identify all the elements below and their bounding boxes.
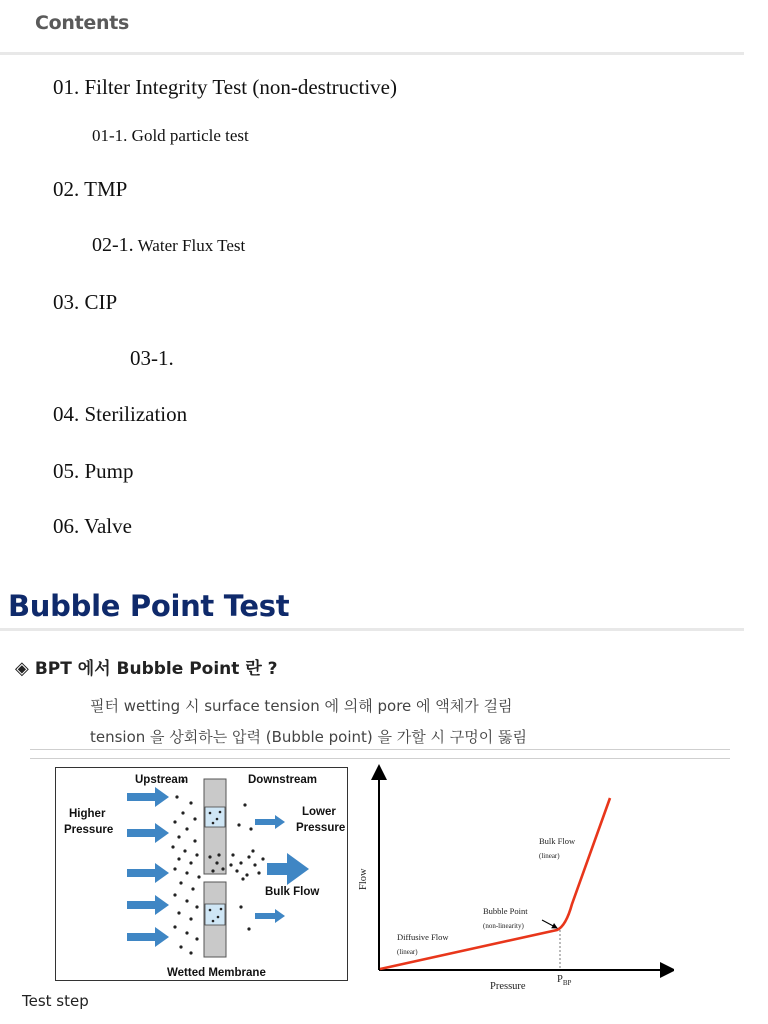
flow-curve — [380, 798, 610, 969]
question-text: BPT 에서 Bubble Point 란 ? — [34, 659, 278, 679]
bubble-point-label: Bubble Point — [483, 906, 528, 916]
divider-line — [30, 749, 730, 750]
diffusive-flow-sublabel: (linear) — [397, 948, 418, 956]
toc-item-01-1 — [92, 126, 249, 146]
toc-title: Gold particle test — [131, 126, 249, 145]
toc-title: Valve — [84, 514, 132, 538]
toc-title: Filter Integrity Test (non-destructive) — [84, 75, 397, 99]
membrane-pore — [205, 904, 225, 925]
bulk-flow-sublabel: (linear) — [539, 852, 560, 860]
bubble-point-sublabel: (non-linearity) — [483, 922, 524, 930]
toc-number: 02. — [53, 177, 80, 201]
toc-title: TMP — [84, 177, 128, 201]
y-axis-label: Flow — [358, 868, 369, 890]
toc-item-03 — [53, 290, 117, 315]
higher-pressure-label-1: Higher — [69, 808, 106, 820]
toc-item-05 — [53, 459, 134, 484]
header-divider — [0, 52, 744, 55]
toc-item-03-1 — [130, 346, 174, 371]
toc-item-04 — [53, 402, 187, 427]
bulk-flow-label: Bulk Flow — [539, 836, 576, 846]
toc-title: Water Flux Test — [137, 236, 246, 255]
description-line-2: tension 을 상회하는 압력 (Bubble point) 을 가할 시 구멍이 뚫림 — [90, 728, 528, 746]
membrane-diagram — [55, 767, 348, 981]
section-divider — [0, 628, 744, 631]
diamond-bullet-icon: ◈ — [15, 658, 29, 679]
toc-item-06 — [53, 514, 132, 539]
higher-pressure-label-2: Pressure — [64, 824, 114, 836]
lower-pressure-label-2: Pressure — [296, 822, 346, 834]
diffusive-flow-label: Diffusive Flow — [397, 932, 449, 942]
toc-title: Pump — [84, 459, 134, 483]
downstream-label: Downstream — [248, 774, 318, 786]
divider-line — [30, 758, 730, 759]
wetted-membrane-label: Wetted Membrane — [167, 967, 266, 979]
membrane-pore — [205, 807, 225, 827]
toc-number: 05. — [53, 459, 80, 483]
toc-item-02-1 — [92, 234, 245, 257]
lower-pressure-label-1: Lower — [302, 806, 336, 818]
bubble-point-arrow — [542, 920, 557, 928]
toc-number: 06. — [53, 514, 80, 538]
toc-number: 03. — [53, 290, 80, 314]
bubble-point-pressure-label: $P_{BP}$ — [557, 974, 572, 987]
toc-title: CIP — [84, 290, 118, 314]
bulk-flow-label: Bulk Flow — [265, 886, 320, 898]
contents-heading: Contents — [35, 12, 130, 34]
flow-pressure-graph — [352, 764, 674, 992]
toc-number: 01-1. — [92, 126, 128, 145]
test-step-heading: Test step — [22, 992, 89, 1010]
description-line-1: 필터 wetting 시 surface tension 에 의해 pore 에 액체가 걸림 — [90, 697, 513, 715]
toc-item-01 — [53, 75, 397, 100]
section-question — [15, 654, 278, 679]
toc-number: 02-1. — [92, 234, 134, 256]
toc-number: 04. — [53, 402, 80, 426]
x-axis-label: Pressure — [490, 981, 526, 992]
section-title: Bubble Point Test — [8, 589, 290, 623]
toc-item-02 — [53, 177, 127, 202]
toc-number: 03-1. — [130, 346, 174, 370]
diagram-border — [56, 768, 348, 981]
toc-title: Sterilization — [84, 402, 188, 426]
toc-number: 01. — [53, 75, 80, 99]
upstream-label: Upstream — [135, 774, 189, 786]
